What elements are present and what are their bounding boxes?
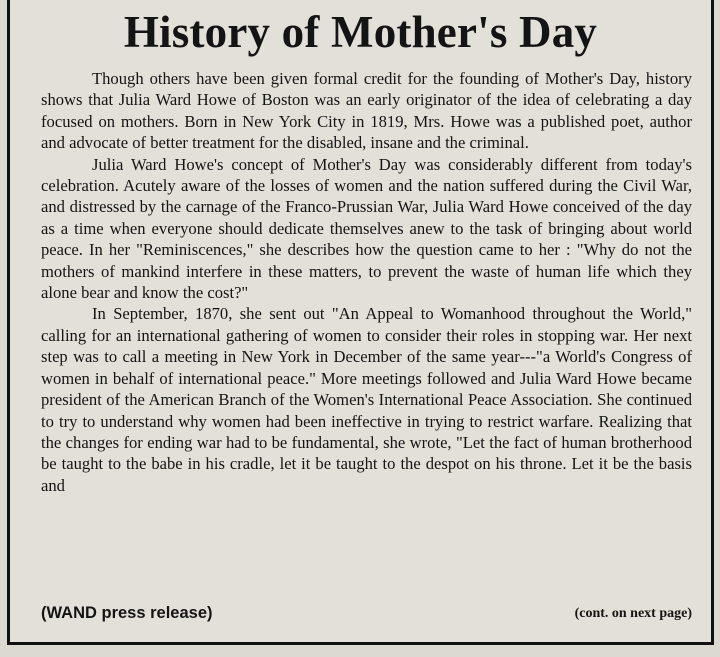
continued-note: (cont. on next page) (574, 606, 692, 621)
paragraph-3: In September, 1870, she sent out "An Appeal to Womanhood throughout the World," calling for an international gathering of women to consider their roles in stopping war. Her next step was to call a meeting in New York in December of the same year---"a World's Congress of women in behalf of international peace." More meetings followed and Julia Ward Howe became president of the American Branch of the Women's International Peace Association. She continued to try to understand why women had been ineffective in trying to restrict warfare. Realizing that the changes for ending war had to be fundamental, she wrote, "Let the fact of human brotherhood be taught to the babe in his cradle, let it be taught to the despot on his throne. Let it be the basis and (41, 304, 692, 495)
press-release-credit: (WAND press release) (41, 604, 213, 622)
article-frame (7, 0, 714, 645)
paragraph-1: Though others have been given formal credit for the founding of Mother's Day, history shows that Julia Ward Howe of Boston was an early originator of the idea of celebrating a day focused on mothers. Born in New York City in 1819, Mrs. Howe was a published poet, author and advocate of better treatment for the disabled, insane and the criminal. (41, 69, 692, 153)
article-footer (41, 602, 692, 624)
article-body (41, 68, 692, 496)
article-title: History of Mother's Day (123, 7, 598, 57)
paragraph-2: Julia Ward Howe's concept of Mother's Day was considerably different from today's celebration. Acutely aware of the losses of women and the nation suffered during the Civil War, and distressed by the carnage of the Franco-Prussian War, Julia Ward Howe conceived of the day as a time when everyone should dedicate themselves anew to the task of bringing about world peace. In her "Reminiscences," she describes how the question came to her : "Why do not the mothers of mankind interfere in these matters, to prevent the waste of human life which they alone bear and know the cost?" (41, 154, 692, 303)
